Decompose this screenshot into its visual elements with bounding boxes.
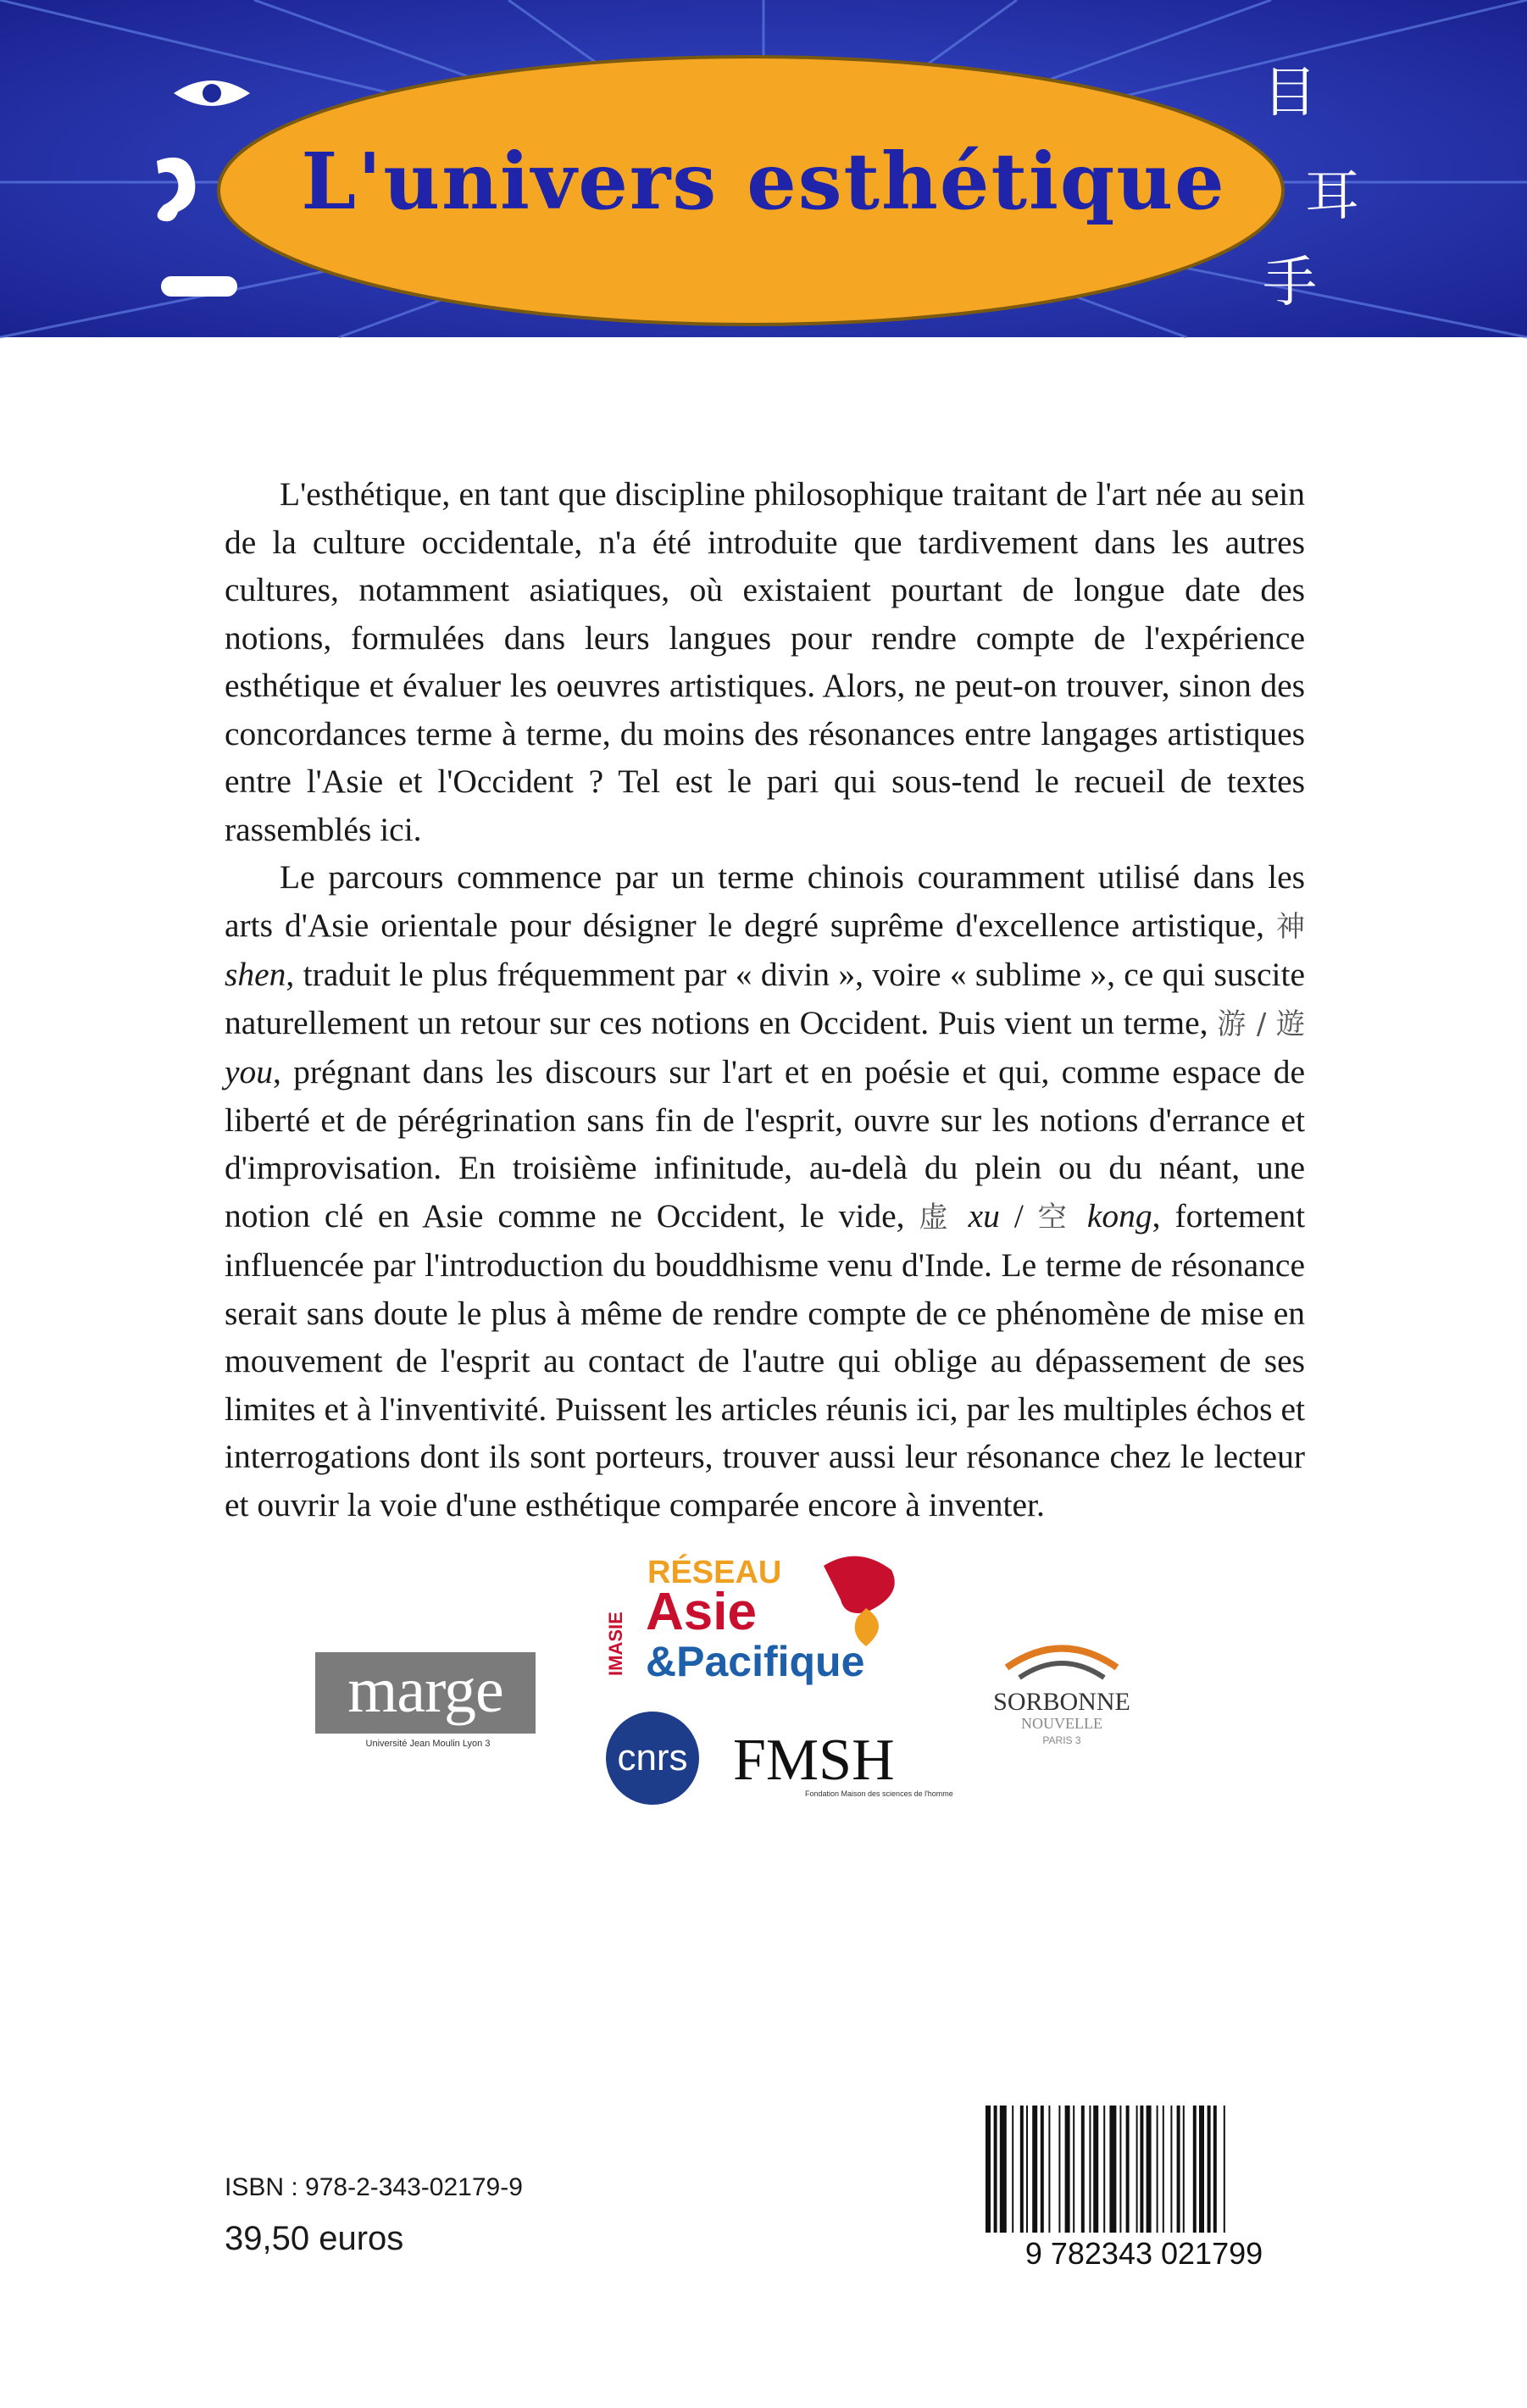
sorbonne-line3: PARIS 3 <box>1042 1734 1081 1746</box>
cnrs-logo: cnrs <box>606 1712 699 1805</box>
term-kong: kong <box>1086 1196 1152 1235</box>
sorbonne-line1: SORBONNE <box>993 1688 1130 1716</box>
barcode-bar <box>986 2106 991 2233</box>
cjk-xu: 虚 <box>919 1200 954 1235</box>
barcode-number: 9 782343 021799 <box>1024 2236 1263 2271</box>
marge-logo: marge <box>315 1652 536 1734</box>
barcode-bar <box>1026 2106 1028 2233</box>
reseau-vertical-text: IMASIE <box>605 1612 626 1676</box>
isbn: ISBN : 978-2-343-02179-9 <box>225 2173 523 2201</box>
cjk-ear-character: 耳 <box>1305 165 1359 228</box>
barcode-bar <box>1089 2106 1091 2233</box>
reseau-line3: &Pacifique <box>646 1638 865 1685</box>
barcode-bar <box>1020 2106 1024 2233</box>
barcode-bar <box>1140 2106 1143 2233</box>
cover-banner <box>0 0 1527 337</box>
back-cover-blurb <box>225 470 1305 1529</box>
barcode-bar <box>1081 2106 1085 2233</box>
barcode-bar <box>1126 2106 1130 2233</box>
barcode-bar <box>1041 2106 1044 2233</box>
barcode-bar <box>1058 2106 1060 2233</box>
fmsh-subtitle: Fondation Maison des sciences de l'homme <box>805 1789 953 1798</box>
cjk-hand-character: 手 <box>1263 252 1317 314</box>
cjk-eye-character: 目 <box>1263 62 1317 125</box>
marge-logo-subtitle: Université Jean Moulin Lyon 3 <box>365 1739 491 1749</box>
barcode-bar <box>1213 2106 1217 2233</box>
cjk-shen: 神 <box>1276 909 1306 944</box>
reseau-line1: RÉSEAU <box>647 1555 782 1590</box>
cjk-kong: 空 <box>1037 1200 1073 1235</box>
barcode-bar <box>1199 2106 1204 2233</box>
barcode-bar <box>1109 2106 1116 2233</box>
barcode-bar <box>1183 2106 1185 2233</box>
barcode-bar <box>1119 2106 1121 2233</box>
barcode-bar <box>1048 2106 1050 2233</box>
barcode-bar <box>1073 2106 1074 2233</box>
barcode-bar <box>1193 2106 1197 2233</box>
reseau-asie-pacifique-logo <box>605 1549 917 1685</box>
barcode-bar <box>1032 2106 1037 2233</box>
term-shen: shen <box>225 956 286 993</box>
reseau-line2: Asie <box>646 1583 757 1641</box>
eye-icon <box>169 72 254 114</box>
barcode <box>979 2101 1309 2271</box>
barcode-bar <box>1147 2106 1152 2233</box>
barcode-bar <box>1224 2106 1225 2233</box>
barcode-bar <box>1000 2106 1007 2233</box>
barcode-bar <box>1208 2106 1211 2233</box>
barcode-bar <box>1177 2106 1180 2233</box>
barcode-bar <box>1157 2106 1158 2233</box>
hand-icon <box>157 269 242 303</box>
barcode-bar <box>994 2106 997 2233</box>
banner-title: L'univers esthétique <box>301 136 1226 227</box>
blurb-paragraph-2: Le parcours commence par un terme chinois couramment utilisé dans les arts d'Asie orientale pour désigner le degré suprême d'excellence artistique, 神 shen, traduit le plus fréquemment par « divin », voire « sublime », ce qui suscite naturellement un retour sur ces notions en Occident. Puis vient un terme, 游 / 遊 you, prégnant dans les discours sur l'art et en poésie et qui, comme espace de liberté et de pérégrination sans fin de l'esprit, ouvre sur les notions d'errance et d'improvisation. En troisième infinitude, au-delà du plein ou du néant, une notion clé en Asie comme ne Occident, le vide, 虚 xu / 空 kong, fortement influencée par l'introduction du bouddhisme venu d'Inde. Le terme de résonance serait sans doute le plus à même de rendre compte de ce phénomène de mise en mouvement de l'esprit au contact de l'autre qui oblige au dépassement de ses limites et à l'inventivité. Puissent les articles réunis ici, par les multiples échos et interrogations dont ils sont porteurs, trouver aussi leur résonance chez le lecteur et ouvrir la voie d'une esthétique comparée encore à inventer. <box>225 858 1306 1523</box>
sorbonne-line2: NOUVELLE <box>1021 1715 1102 1732</box>
blurb-paragraph-1: L'esthétique, en tant que discipline philosophique traitant de l'art née au sein de la culture occidentale, n'a été introduite que tardivement dans les autres cultures, notamment asiatiques, où existaient pourtant de longue date des notions, formulées dans leurs langues pour rendre compte de l'expérience esthétique et évaluer les oeuvres artistiques. Alors, ne peut-on trouver, sinon des concordances terme à terme, du moins des résonances entre langages artistiques entre l'Asie et l'Occident ? Tel est le pari qui sous-tend le recueil de textes rassemblés ici. <box>225 475 1305 848</box>
barcode-bar <box>1065 2106 1070 2233</box>
term-xu: xu <box>968 1196 1000 1235</box>
fmsh-text: FMSH <box>733 1728 895 1793</box>
sorbonne-nouvelle-logo <box>973 1625 1151 1752</box>
barcode-bar <box>1170 2106 1172 2233</box>
ear-icon <box>140 153 208 229</box>
barcode-bar <box>1136 2106 1138 2233</box>
cjk-you: 游 / 遊 <box>1217 1007 1305 1041</box>
price: 39,50 euros <box>225 2220 404 2257</box>
term-you: you <box>225 1053 274 1090</box>
barcode-bar <box>1093 2106 1098 2233</box>
barcode-bar <box>1103 2106 1105 2233</box>
barcode-bar <box>1012 2106 1013 2233</box>
barcode-bar <box>1163 2106 1164 2233</box>
fmsh-logo <box>733 1707 953 1809</box>
